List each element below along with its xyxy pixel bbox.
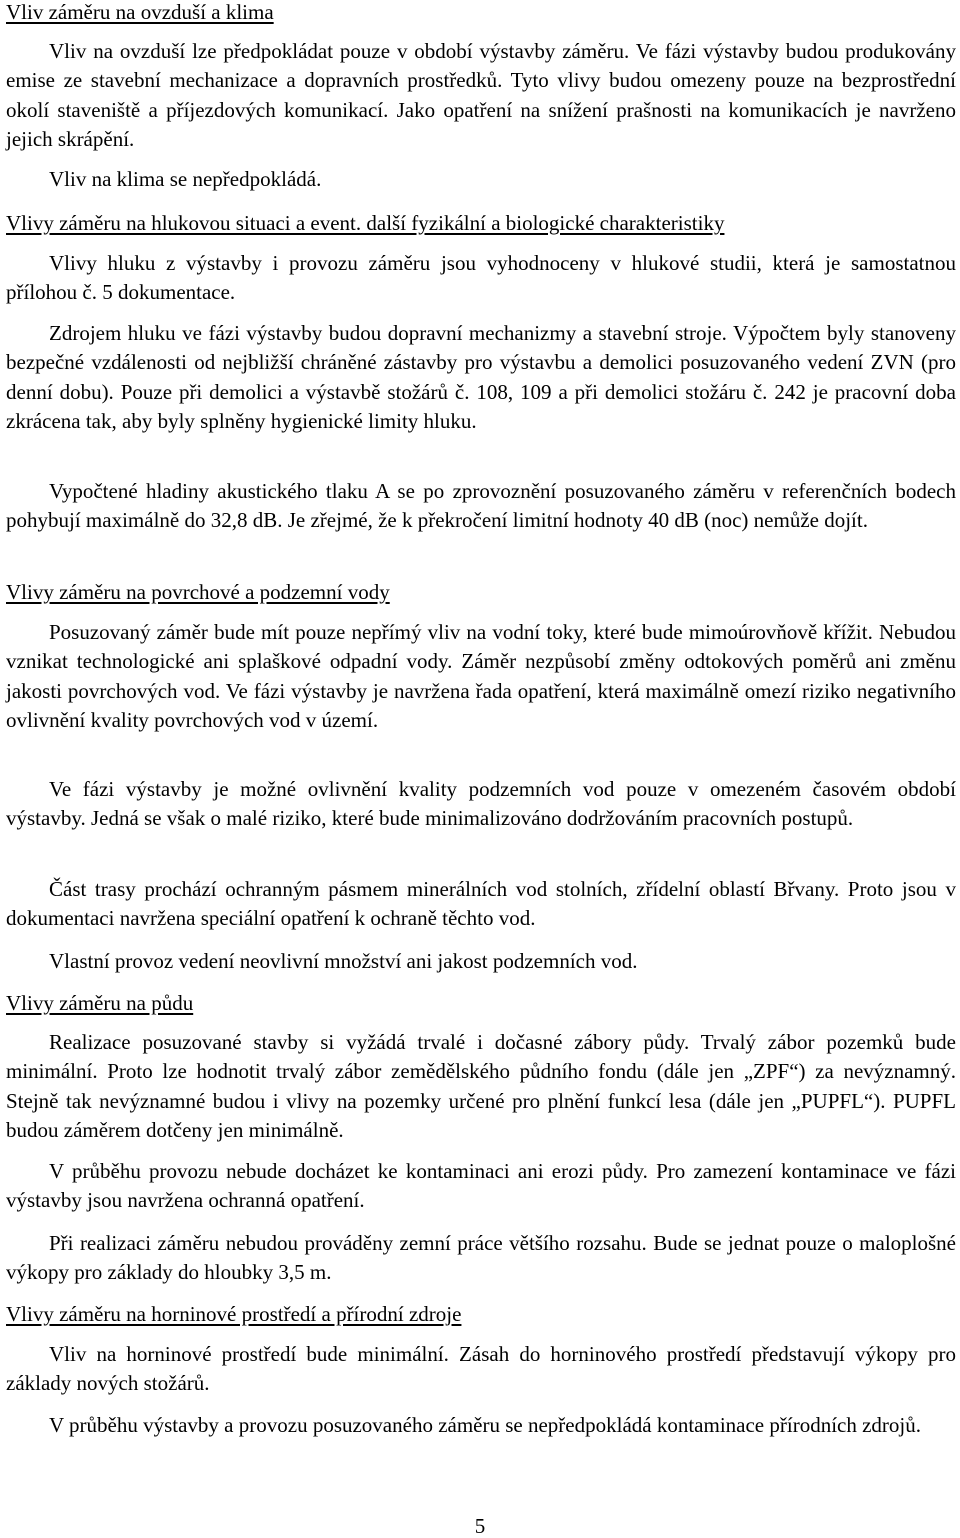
paragraph-soil-1: Realizace posuzované stavby si vyžádá trvalé i dočasné zábory půdy. Trvalý zábor pozemků bude minimální. Proto lze hodnotit trvalý zábor zemědělského půdního fondu (dále jen „ZPF“) za nevýznamný. Stejně tak nevýznamné budou i vlivy na pozemky určené pro plnění funkcí lesa (dále jen „PUPFL“). PUPFL budou záměrem dotčeny jen minimálně. xyxy=(6,1030,956,1143)
paragraph-air-2: Vliv na klima se nepředpokládá. xyxy=(49,167,322,191)
paragraph-rock-1: Vliv na horninové prostředí bude minimální. Zásah do horninového prostředí představují výkopy pro základy nových stožárů. xyxy=(6,1342,956,1396)
paragraph-water-4: Vlastní provoz vedení neovlivní množství ani jakost podzemních vod. xyxy=(49,949,638,973)
page-number: 5 xyxy=(474,1514,486,1538)
paragraph-soil-2: V průběhu provozu nebude docházet ke kontaminaci ani erozi půdy. Pro zamezení kontaminace ve fázi výstavby jsou navržena ochranná opatření. xyxy=(6,1159,956,1213)
heading-rock: Vlivy záměru na horninové prostředí a přírodní zdroje xyxy=(6,1302,462,1326)
paragraph-noise-3: Vypočtené hladiny akustického tlaku A se po zprovoznění posuzovaného záměru v referenčních bodech pohybují maximálně do 32,8 dB. Je zřejmé, že k překročení limitní hodnoty 40 dB (noc) nemůže dojít. xyxy=(6,479,956,533)
heading-air-climate: Vliv záměru na ovzduší a klima xyxy=(6,0,274,24)
paragraph-air-1: Vliv na ovzduší lze předpokládat pouze v období výstavby záměru. Ve fázi výstavby budou produkovány emise ze stavební mechanizace a dopravních prostředků. Tyto vlivy budou omezeny pouze na bezprostřední okolí staveniště a příjezdových komunikací. Jako opatření na snížení prašnosti na komunikacích je navrženo jejich skrápění. xyxy=(6,39,956,152)
paragraph-water-2: Ve fázi výstavby je možné ovlivnění kvality podzemních vod pouze v omezeném časovém období výstavby. Jedná se však o malé riziko, které bude minimalizováno dodržováním pracovních postupů. xyxy=(6,777,956,831)
heading-soil: Vlivy záměru na půdu xyxy=(6,991,194,1015)
heading-noise: Vlivy záměru na hlukovou situaci a event. další fyzikální a biologické charakteristiky xyxy=(6,211,725,235)
heading-water: Vlivy záměru na povrchové a podzemní vody xyxy=(6,580,390,604)
paragraph-water-1: Posuzovaný záměr bude mít pouze nepřímý vliv na vodní toky, které bude mimoúrovňově křížit. Nebudou vznikat technologické ani splaškové odpadní vody. Záměr nezpůsobí změny odtokových poměrů ani změnu jakosti povrchových vod. Ve fázi výstavby je navržena řada opatření, která maximálně omezí riziko negativního ovlivnění kvality povrchových vod v území. xyxy=(6,620,956,733)
paragraph-noise-2: Zdrojem hluku ve fázi výstavby budou dopravní mechanizmy a stavební stroje. Výpočtem byly stanoveny bezpečné vzdálenosti od nejbližší chráněné zástavby pro výstavbu a demolici posuzovaného vedení ZVN (pro denní dobu). Pouze při demolici a výstavbě stožárů č. 108, 109 a při demolici stožáru č. 242 je pracovní doba zkrácena tak, aby byly splněny hygienické limity hluku. xyxy=(6,321,956,434)
paragraph-rock-2: V průběhu výstavby a provozu posuzovaného záměru se nepředpokládá kontaminace přírodních zdrojů. xyxy=(49,1413,922,1437)
paragraph-water-3: Část trasy prochází ochranným pásmem minerálních vod stolních, zřídelní oblastí Břvany. Proto jsou v dokumentaci navržena speciální opatření k ochraně těchto vod. xyxy=(6,877,956,931)
paragraph-soil-3: Při realizaci záměru nebudou prováděny zemní práce většího rozsahu. Bude se jednat pouze o maloplošné výkopy pro základy do hloubky 3,5 m. xyxy=(6,1231,956,1285)
paragraph-noise-1: Vlivy hluku z výstavby i provozu záměru jsou vyhodnoceny v hlukové studii, která je samostatnou přílohou č. 5 dokumentace. xyxy=(6,251,956,305)
